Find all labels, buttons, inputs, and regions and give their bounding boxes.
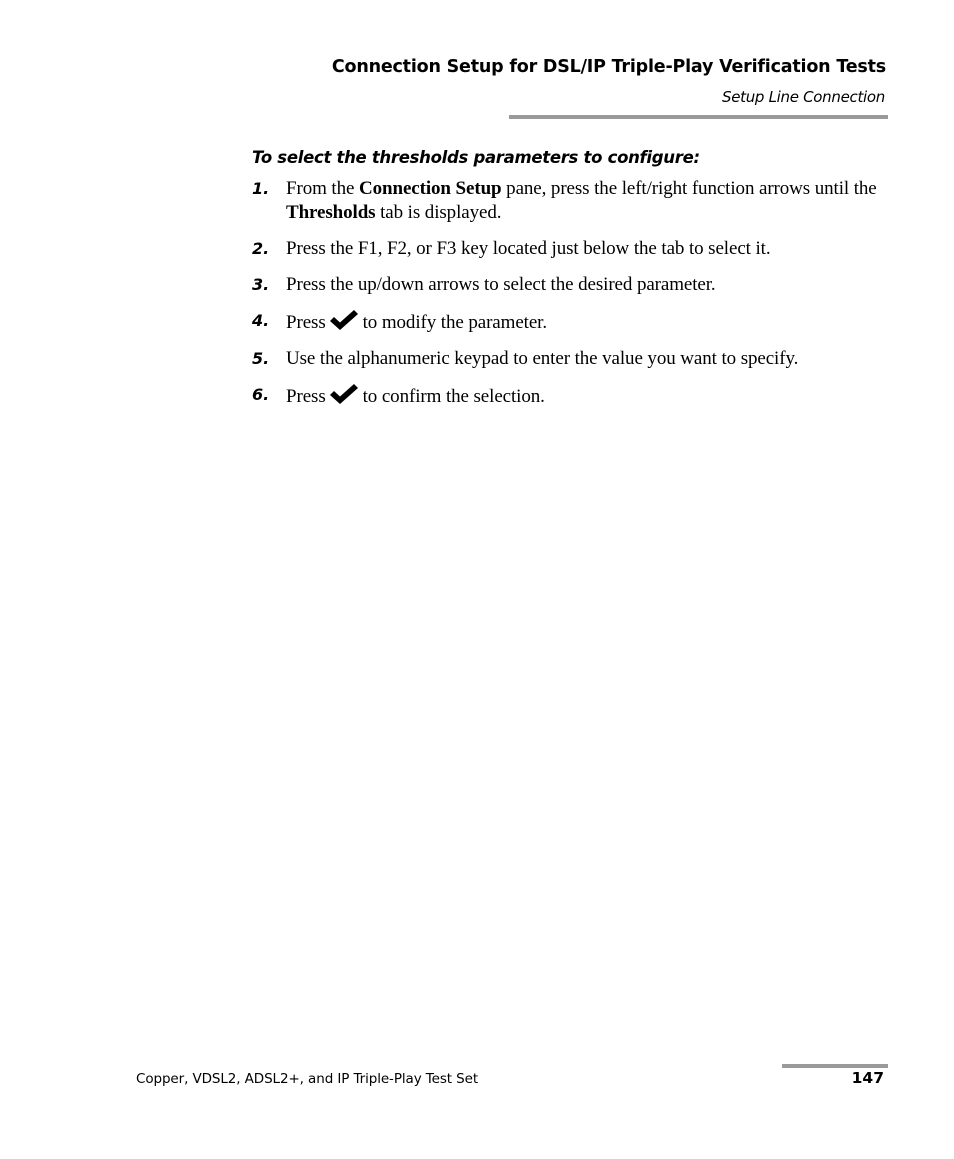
step-number: 6. bbox=[252, 385, 270, 404]
page-number: 147 bbox=[851, 1069, 884, 1087]
procedure-heading: To select the thresholds parameters to configure: bbox=[252, 148, 700, 167]
step-text-part: tab is displayed. bbox=[375, 202, 502, 223]
footer-rule bbox=[782, 1064, 888, 1068]
header-rule bbox=[509, 115, 888, 119]
step-2 bbox=[252, 237, 882, 261]
steps-list bbox=[252, 177, 882, 421]
step-text-part: to modify the parameter. bbox=[362, 312, 547, 333]
step-text: Use the alphanumeric keypad to enter the value you want to specify. bbox=[286, 348, 799, 369]
step-text-part: to confirm the selection. bbox=[362, 386, 545, 407]
step-text bbox=[286, 177, 882, 225]
step-text: Press the F1, F2, or F3 key located just below the tab to select it. bbox=[286, 238, 771, 259]
step-text-part: pane, press the left/right function arrows until the bbox=[501, 178, 877, 199]
connection-setup-term: Connection Setup bbox=[359, 178, 502, 199]
step-number: 2. bbox=[252, 239, 270, 258]
step-text: Press the up/down arrows to select the desired parameter. bbox=[286, 274, 716, 295]
footer-product-name: Copper, VDSL2, ADSL2+, and IP Triple-Play Test Set bbox=[136, 1071, 479, 1087]
step-4 bbox=[252, 309, 882, 335]
checkmark-icon bbox=[328, 383, 360, 405]
step-3 bbox=[252, 273, 882, 297]
step-number: 3. bbox=[252, 275, 270, 294]
step-number: 1. bbox=[252, 179, 270, 198]
step-number: 5. bbox=[252, 349, 270, 368]
step-text-part: Press bbox=[286, 312, 326, 333]
header-subtitle: Setup Line Connection bbox=[721, 88, 885, 106]
step-text-part: Press bbox=[286, 386, 326, 407]
checkmark-icon bbox=[328, 309, 360, 331]
step-text bbox=[286, 383, 882, 409]
header-title: Connection Setup for DSL/IP Triple-Play Verification Tests bbox=[331, 57, 886, 77]
step-text-part: From the bbox=[286, 178, 359, 199]
step-1 bbox=[252, 177, 882, 225]
step-6 bbox=[252, 383, 882, 409]
step-5 bbox=[252, 347, 882, 371]
step-text bbox=[286, 309, 882, 335]
step-number: 4. bbox=[252, 311, 270, 330]
thresholds-term: Thresholds bbox=[286, 202, 376, 223]
